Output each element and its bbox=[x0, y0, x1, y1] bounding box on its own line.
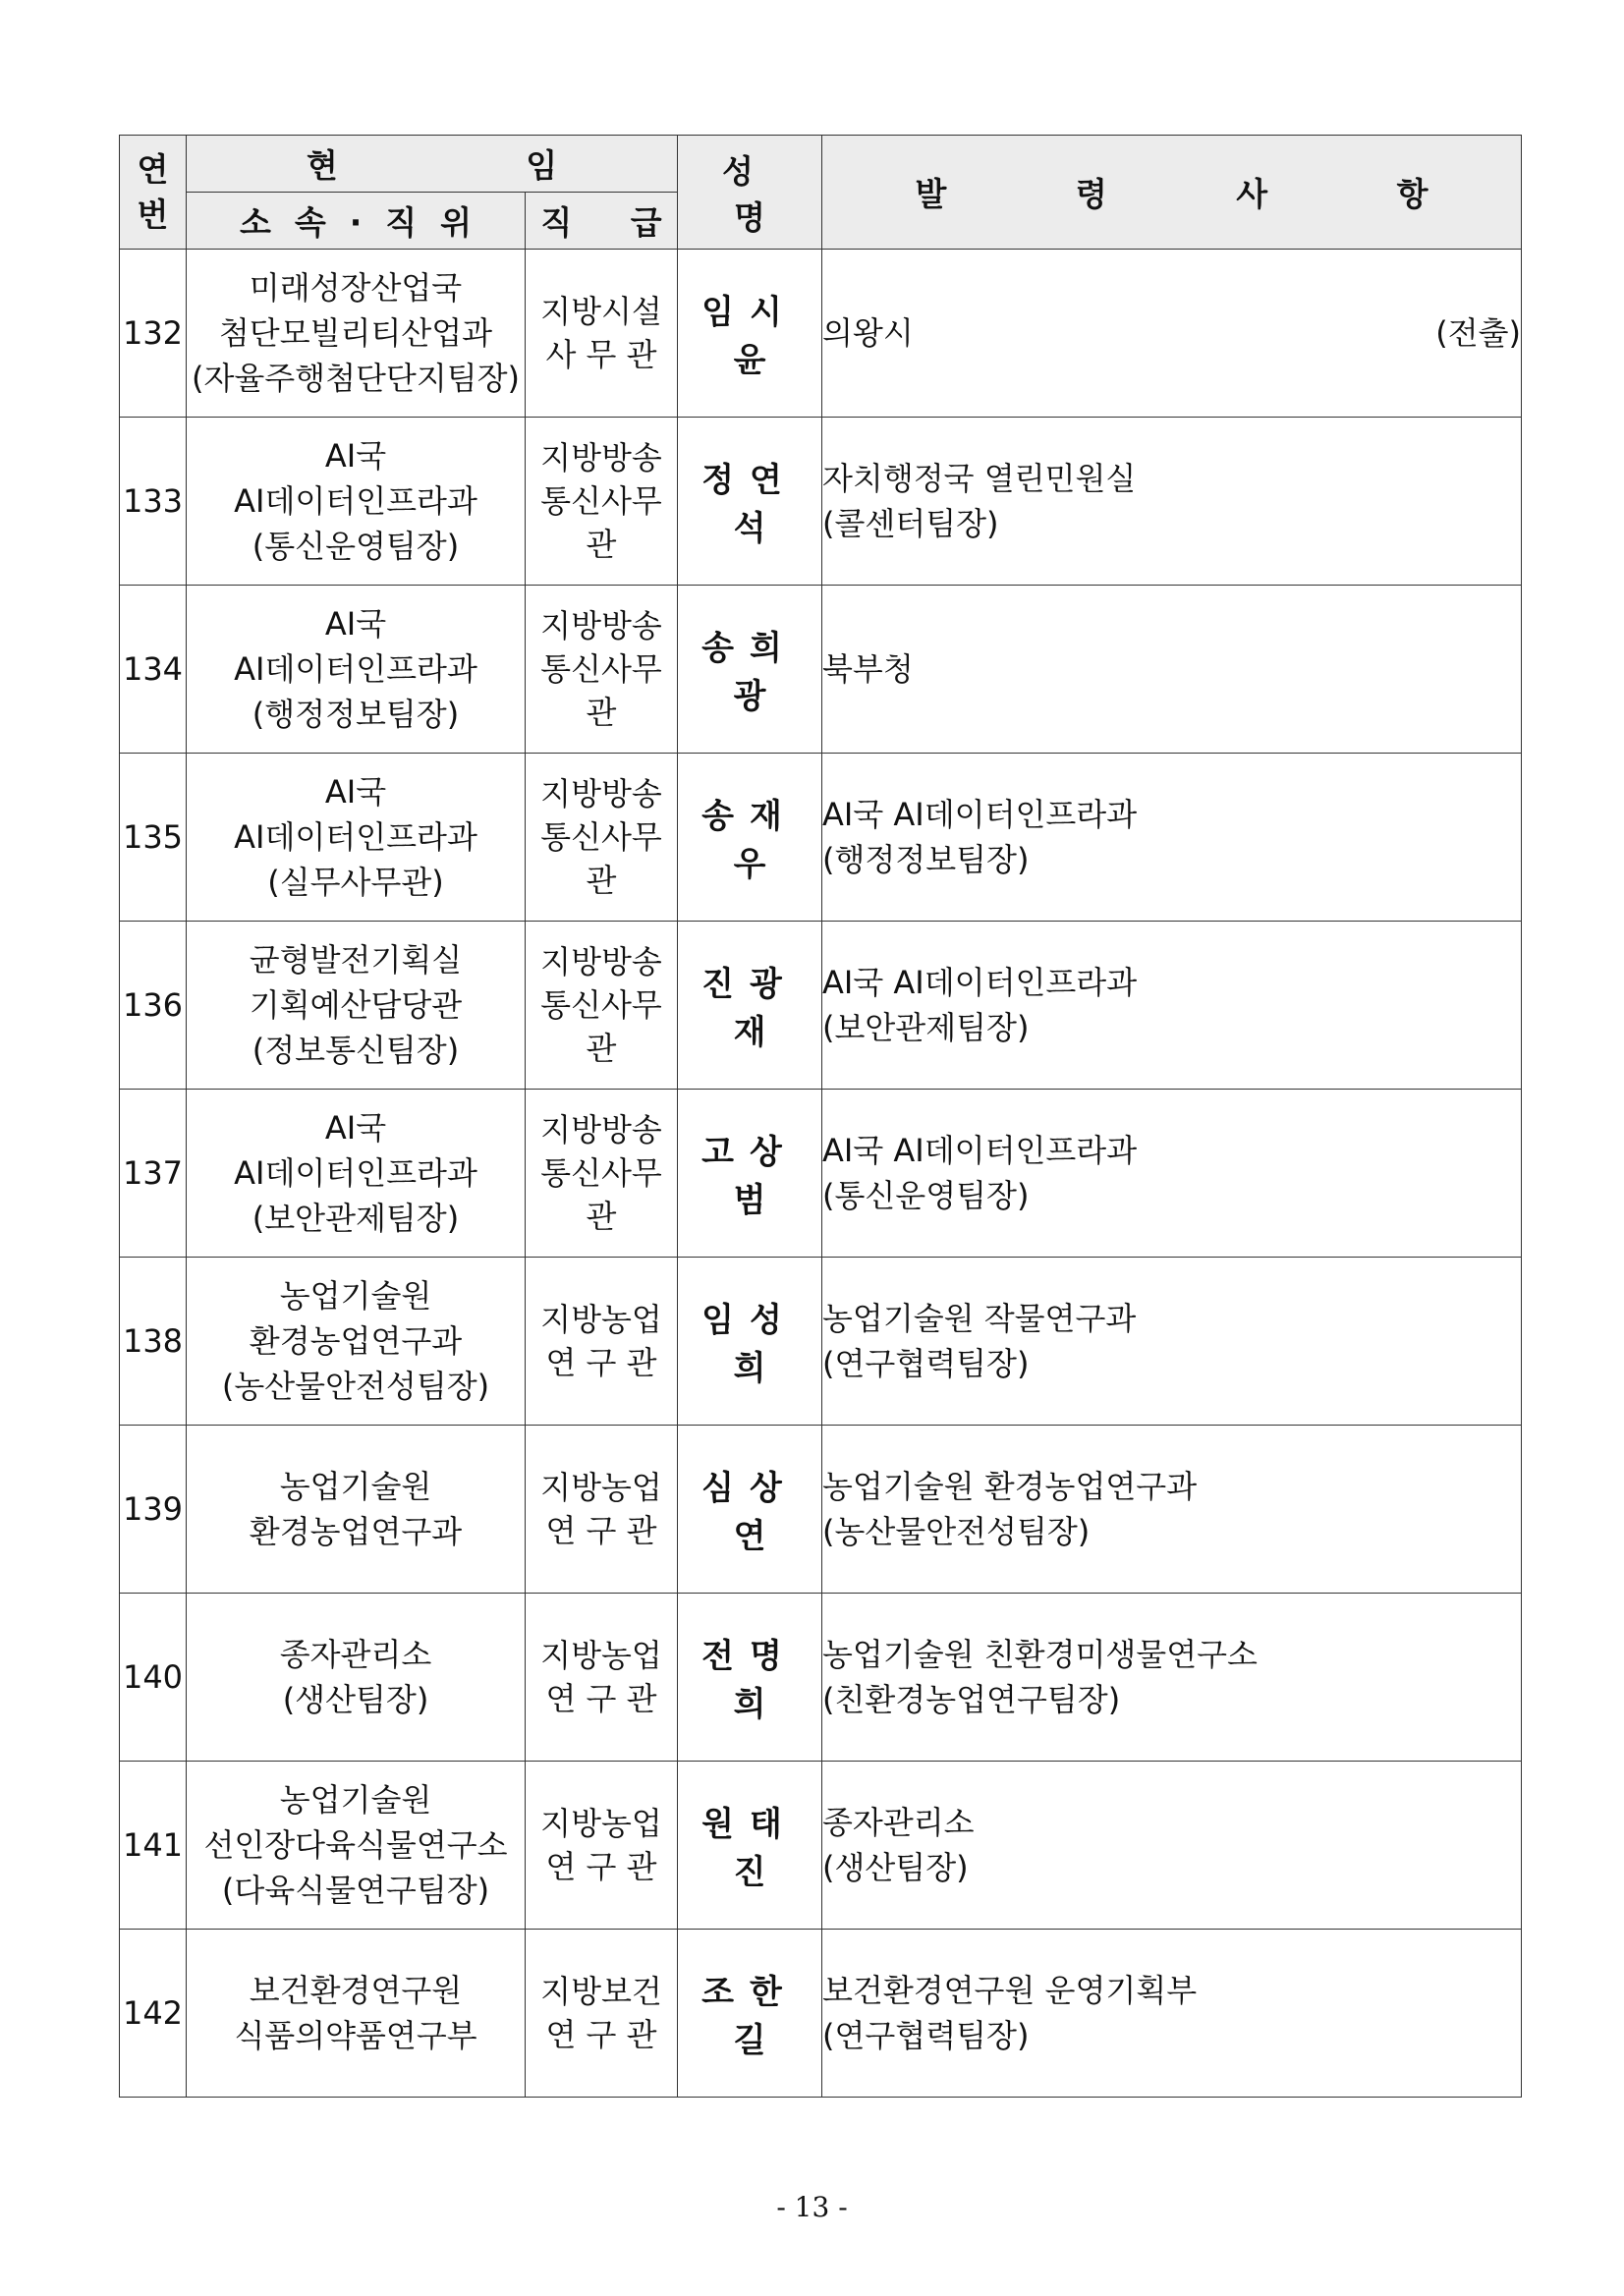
person-name bbox=[678, 922, 822, 1090]
grade-line: 연 구 관 bbox=[545, 1848, 657, 1885]
org-line: 농업기술원 bbox=[279, 1468, 432, 1505]
appointment-order bbox=[822, 1090, 1522, 1258]
row-number: 138 bbox=[120, 1258, 187, 1426]
row-number: 142 bbox=[120, 1930, 187, 2098]
org-line: (생산팀장) bbox=[282, 1681, 429, 1718]
current-affiliation bbox=[187, 1426, 526, 1594]
person-name-text: 고상범 bbox=[701, 1133, 798, 1220]
current-affiliation bbox=[187, 1762, 526, 1930]
order-line: (친환경농업연구팀장) bbox=[822, 1681, 1121, 1718]
org-line: AI국 bbox=[324, 437, 387, 475]
grade-line: 통신사무관 bbox=[540, 818, 662, 899]
person-name bbox=[678, 1594, 822, 1762]
order-line: AI국 AI데이터인프라과 bbox=[822, 796, 1138, 833]
row-number: 141 bbox=[120, 1762, 187, 1930]
grade-line: 지방시설 bbox=[540, 293, 662, 330]
grade-line: 연 구 관 bbox=[545, 1512, 657, 1549]
order-note: (전출) bbox=[1435, 314, 1521, 352]
current-affiliation bbox=[187, 1930, 526, 2098]
org-line: 농업기술원 bbox=[279, 1277, 432, 1315]
row-number: 133 bbox=[120, 418, 187, 586]
order-line: 북부청 bbox=[822, 650, 914, 688]
current-grade bbox=[526, 922, 678, 1090]
order-line: (보안관제팀장) bbox=[822, 1009, 1030, 1046]
org-line: 보건환경연구원 bbox=[249, 1972, 463, 2009]
order-line: 농업기술원 친환경미생물연구소 bbox=[822, 1636, 1258, 1673]
person-name bbox=[678, 1762, 822, 1930]
table-row bbox=[120, 586, 1522, 754]
org-line: (행정정보팀장) bbox=[252, 696, 460, 733]
grade-line: 지방농업 bbox=[540, 1301, 662, 1338]
appointment-order bbox=[822, 250, 1522, 418]
appointment-order bbox=[822, 1762, 1522, 1930]
org-line: 환경농업연구과 bbox=[249, 1513, 463, 1550]
appointment-order bbox=[822, 418, 1522, 586]
order-line: (통신운영팀장) bbox=[822, 1177, 1030, 1214]
order-line: AI국 AI데이터인프라과 bbox=[822, 964, 1138, 1001]
current-grade bbox=[526, 1930, 678, 2098]
appointment-order bbox=[822, 586, 1522, 754]
person-name-text: 전명희 bbox=[701, 1637, 798, 1724]
org-line: 미래성장산업국 bbox=[249, 269, 463, 307]
grade-line: 통신사무관 bbox=[540, 1154, 662, 1235]
table-row bbox=[120, 922, 1522, 1090]
header-name: 성 명 bbox=[678, 136, 822, 250]
appointment-order bbox=[822, 754, 1522, 922]
grade-line: 지방농업 bbox=[540, 1469, 662, 1506]
table-row bbox=[120, 1258, 1522, 1426]
person-name-text: 심상연 bbox=[701, 1469, 798, 1556]
current-affiliation bbox=[187, 1090, 526, 1258]
current-affiliation bbox=[187, 586, 526, 754]
current-grade bbox=[526, 250, 678, 418]
table-row bbox=[120, 1930, 1522, 2098]
org-line: 첨단모빌리티산업과 bbox=[218, 314, 493, 352]
person-name-text: 정연석 bbox=[701, 461, 798, 548]
grade-line: 통신사무관 bbox=[540, 482, 662, 563]
person-name-text: 임성희 bbox=[701, 1301, 798, 1388]
row-number: 136 bbox=[120, 922, 187, 1090]
grade-line: 통신사무관 bbox=[540, 986, 662, 1067]
org-line: 식품의약품연구부 bbox=[234, 2017, 477, 2054]
current-affiliation bbox=[187, 754, 526, 922]
person-name-text: 임시윤 bbox=[701, 293, 798, 380]
org-line: (보안관제팀장) bbox=[252, 1200, 460, 1237]
person-name bbox=[678, 1090, 822, 1258]
page-number: - 13 - bbox=[776, 2191, 848, 2223]
row-number: 139 bbox=[120, 1426, 187, 1594]
org-line: 선인장다육식물연구소 bbox=[203, 1826, 508, 1864]
appointment-order bbox=[822, 922, 1522, 1090]
org-line: (자율주행첨단단지팀장) bbox=[191, 360, 521, 397]
table-row bbox=[120, 1090, 1522, 1258]
grade-line: 지방방송 bbox=[540, 607, 662, 644]
person-name-text: 원태진 bbox=[701, 1805, 798, 1892]
current-affiliation bbox=[187, 418, 526, 586]
grade-line: 지방농업 bbox=[540, 1637, 662, 1674]
org-line: 기획예산담당관 bbox=[249, 986, 463, 1024]
order-line: 종자관리소 bbox=[822, 1804, 975, 1841]
header-grade: 직 급 bbox=[526, 193, 678, 250]
header-order: 발 령 사 항 bbox=[822, 136, 1522, 250]
order-line: (콜센터팀장) bbox=[822, 505, 999, 542]
current-grade bbox=[526, 586, 678, 754]
grade-line: 지방방송 bbox=[540, 439, 662, 476]
order-line: 농업기술원 작물연구과 bbox=[822, 1300, 1137, 1337]
grade-line: 연 구 관 bbox=[545, 1680, 657, 1717]
table-row bbox=[120, 1762, 1522, 1930]
current-grade bbox=[526, 418, 678, 586]
org-line: AI국 bbox=[324, 773, 387, 811]
order-line: (농산물안전성팀장) bbox=[822, 1513, 1091, 1550]
org-line: AI국 bbox=[324, 1109, 387, 1147]
person-name bbox=[678, 1426, 822, 1594]
person-name-text: 송재우 bbox=[701, 797, 798, 884]
appointment-order bbox=[822, 1258, 1522, 1426]
org-line: (실무사무관) bbox=[267, 864, 444, 901]
org-line: 균형발전기획실 bbox=[249, 941, 463, 979]
appointment-order bbox=[822, 1594, 1522, 1762]
personnel-order-table bbox=[119, 135, 1522, 2098]
grade-line: 사 무 관 bbox=[545, 336, 657, 373]
order-line: 보건환경연구원 운영기획부 bbox=[822, 1972, 1198, 2009]
order-line: 의왕시 bbox=[822, 314, 914, 352]
person-name bbox=[678, 586, 822, 754]
appointment-order bbox=[822, 1930, 1522, 2098]
row-number: 134 bbox=[120, 586, 187, 754]
person-name bbox=[678, 1930, 822, 2098]
org-line: (정보통신팀장) bbox=[252, 1032, 460, 1069]
table-row bbox=[120, 250, 1522, 418]
row-number: 132 bbox=[120, 250, 187, 418]
table-row bbox=[120, 418, 1522, 586]
current-affiliation bbox=[187, 1258, 526, 1426]
org-line: AI데이터인프라과 bbox=[234, 818, 477, 856]
order-line: 농업기술원 환경농업연구과 bbox=[822, 1468, 1198, 1505]
row-number: 137 bbox=[120, 1090, 187, 1258]
row-number: 135 bbox=[120, 754, 187, 922]
current-grade bbox=[526, 1762, 678, 1930]
org-line: AI국 bbox=[324, 605, 387, 643]
grade-line: 지방농업 bbox=[540, 1805, 662, 1842]
org-line: 농업기술원 bbox=[279, 1781, 432, 1819]
grade-line: 연 구 관 bbox=[545, 1344, 657, 1381]
grade-line: 지방방송 bbox=[540, 1111, 662, 1148]
row-number: 140 bbox=[120, 1594, 187, 1762]
header-current: 현 임 bbox=[187, 136, 678, 193]
grade-line: 지방방송 bbox=[540, 943, 662, 980]
org-line: (농산물안전성팀장) bbox=[221, 1368, 490, 1405]
order-line: (행정정보팀장) bbox=[822, 841, 1030, 878]
grade-line: 지방방송 bbox=[540, 775, 662, 812]
current-grade bbox=[526, 1426, 678, 1594]
header-row-top bbox=[120, 136, 1522, 193]
org-line: 환경농업연구과 bbox=[249, 1322, 463, 1360]
header-no: 연 번 bbox=[120, 136, 187, 250]
grade-line: 통신사무관 bbox=[540, 650, 662, 731]
current-affiliation bbox=[187, 922, 526, 1090]
org-line: (통신운영팀장) bbox=[252, 528, 460, 565]
order-line: AI국 AI데이터인프라과 bbox=[822, 1132, 1138, 1169]
current-grade bbox=[526, 754, 678, 922]
org-line: AI데이터인프라과 bbox=[234, 650, 477, 688]
org-line: AI데이터인프라과 bbox=[234, 1154, 477, 1192]
person-name bbox=[678, 1258, 822, 1426]
header-affiliation: 소속·직위 bbox=[187, 193, 526, 250]
table-row bbox=[120, 1594, 1522, 1762]
current-grade bbox=[526, 1090, 678, 1258]
current-grade bbox=[526, 1258, 678, 1426]
order-line: 자치행정국 열린민원실 bbox=[822, 460, 1137, 497]
current-affiliation bbox=[187, 250, 526, 418]
person-name bbox=[678, 250, 822, 418]
current-affiliation bbox=[187, 1594, 526, 1762]
order-line: (생산팀장) bbox=[822, 1849, 969, 1886]
org-line: (다육식물연구팀장) bbox=[221, 1872, 490, 1909]
person-name bbox=[678, 754, 822, 922]
appointment-order bbox=[822, 1426, 1522, 1594]
grade-line: 연 구 관 bbox=[545, 2016, 657, 2053]
person-name-text: 진광재 bbox=[701, 965, 798, 1052]
org-line: AI데이터인프라과 bbox=[234, 482, 477, 520]
order-line: (연구협력팀장) bbox=[822, 1345, 1030, 1382]
grade-line: 지방보건 bbox=[540, 1973, 662, 2010]
person-name-text: 송희광 bbox=[701, 629, 798, 716]
org-line: 종자관리소 bbox=[279, 1636, 432, 1673]
person-name bbox=[678, 418, 822, 586]
current-grade bbox=[526, 1594, 678, 1762]
person-name-text: 조한길 bbox=[701, 1973, 798, 2060]
table-row bbox=[120, 1426, 1522, 1594]
table-row bbox=[120, 754, 1522, 922]
order-line: (연구협력팀장) bbox=[822, 2017, 1030, 2054]
